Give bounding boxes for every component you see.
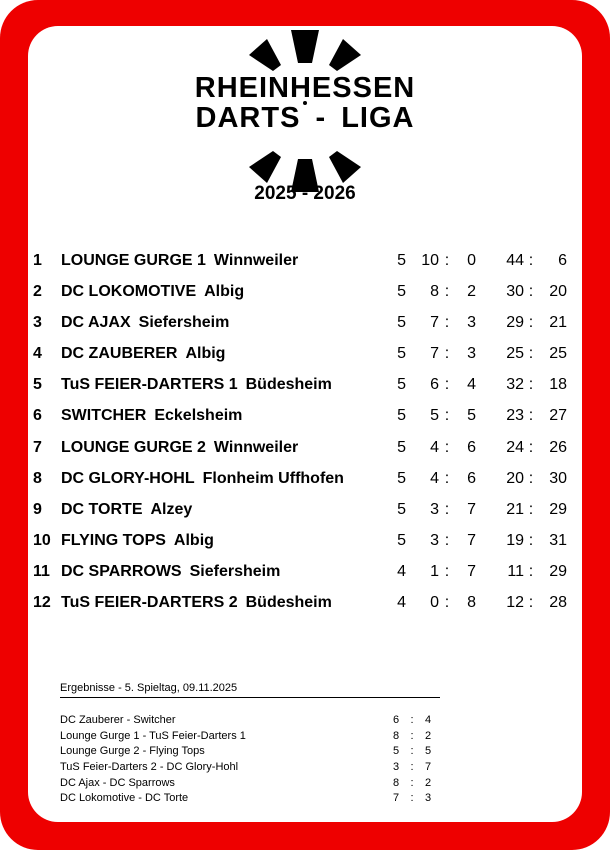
legs-against-cell: 18	[549, 376, 567, 394]
points-separator: :	[444, 438, 450, 456]
result-row	[60, 792, 440, 808]
points-for-cell: 0	[430, 594, 439, 612]
points-for-cell: 5	[430, 407, 439, 425]
legs-against-cell: 29	[549, 562, 567, 580]
result-separator: :	[410, 714, 414, 726]
table-row	[28, 372, 582, 403]
games-cell: 5	[397, 345, 406, 363]
points-against-cell: 6	[467, 438, 476, 456]
team-city: Büdesheim	[245, 376, 332, 394]
result-away-score: 3	[424, 792, 432, 805]
points-separator: :	[444, 314, 450, 332]
results-list	[60, 714, 440, 808]
team-city: Siefersheim	[189, 562, 281, 580]
team-city: Albig	[204, 283, 245, 301]
legs-separator: :	[528, 469, 534, 487]
points-against-cell: 4	[467, 376, 476, 394]
rank-cell: 6	[33, 407, 42, 425]
result-separator: :	[410, 745, 414, 758]
points-against-cell: 7	[467, 531, 476, 549]
points-against-cell: 3	[467, 345, 476, 363]
points-separator: :	[444, 531, 450, 549]
rank-cell: 5	[33, 376, 42, 394]
games-cell: 5	[397, 469, 406, 487]
team-city: Alzey	[150, 500, 193, 518]
result-row	[60, 761, 440, 777]
team-cell	[61, 470, 344, 488]
legs-separator: :	[528, 283, 534, 301]
points-for-cell: 3	[430, 500, 439, 518]
legs-for-cell: 19	[506, 531, 524, 549]
rank-cell: 11	[33, 562, 50, 580]
rank-cell: 3	[33, 314, 42, 332]
games-cell: 5	[397, 314, 406, 332]
table-row	[28, 559, 582, 590]
legs-for-cell: 23	[506, 407, 524, 425]
points-separator: :	[444, 469, 450, 487]
logo-title-line2: DARTS - LIGA	[195, 102, 415, 134]
table-row	[28, 497, 582, 528]
rank-cell: 2	[33, 283, 42, 301]
legs-for-cell: 11	[507, 562, 524, 580]
legs-for-cell: 24	[506, 438, 524, 456]
games-cell: 4	[397, 594, 406, 612]
team-name: DC AJAX	[61, 314, 131, 332]
team-city: Winnweiler	[213, 252, 299, 269]
team-name: DC ZAUBERER	[61, 345, 178, 363]
team-cell	[61, 439, 298, 457]
result-home-score: 8	[392, 729, 400, 742]
table-row	[28, 590, 582, 621]
points-separator: :	[444, 594, 450, 612]
result-row	[60, 745, 440, 761]
result-match: DC Lokomotive - DC Torte	[60, 792, 189, 805]
team-name: TuS FEIER-DARTERS 1	[61, 376, 238, 394]
result-away-score: 7	[424, 761, 432, 774]
team-city: Winnweiler	[213, 438, 299, 456]
result-separator: :	[410, 729, 414, 742]
points-separator: :	[444, 376, 450, 394]
table-row	[28, 403, 582, 434]
result-home-score: 3	[392, 761, 400, 774]
points-for-cell: 8	[430, 283, 439, 301]
result-separator: :	[410, 776, 414, 789]
points-against-cell: 0	[467, 252, 476, 269]
season-label: 2025 - 2026	[254, 183, 356, 204]
league-card	[28, 26, 582, 822]
legs-for-cell: 12	[506, 594, 524, 612]
result-away-score: 4	[424, 714, 432, 726]
team-cell	[61, 532, 214, 550]
result-row	[60, 777, 440, 793]
points-separator: :	[444, 407, 450, 425]
games-cell: 5	[397, 283, 406, 301]
table-row	[28, 466, 582, 497]
team-city: Eckelsheim	[154, 407, 243, 425]
games-cell: 5	[397, 531, 406, 549]
games-cell: 5	[397, 407, 406, 425]
points-separator: :	[444, 500, 450, 518]
points-separator: :	[444, 252, 450, 269]
table-row	[28, 279, 582, 310]
team-cell	[61, 563, 280, 581]
results-heading: Ergebnisse - 5. Spieltag, 09.11.2025	[60, 682, 440, 698]
legs-separator: :	[528, 531, 534, 549]
team-cell	[61, 594, 332, 612]
legs-for-cell: 44	[506, 252, 524, 269]
points-for-cell: 3	[430, 531, 439, 549]
result-match: DC Ajax - DC Sparrows	[60, 776, 175, 789]
rank-cell: 9	[33, 500, 42, 518]
team-name: TuS FEIER-DARTERS 2	[61, 594, 238, 612]
games-cell: 5	[397, 500, 406, 518]
points-against-cell: 5	[467, 407, 476, 425]
team-cell	[61, 376, 332, 394]
team-cell	[61, 407, 242, 425]
points-separator: :	[444, 562, 450, 580]
games-cell: 5	[397, 252, 406, 269]
points-for-cell: 10	[421, 252, 439, 269]
games-cell: 5	[397, 376, 406, 394]
games-cell: 4	[397, 562, 406, 580]
points-for-cell: 6	[430, 376, 439, 394]
rank-cell: 4	[33, 345, 42, 363]
legs-separator: :	[528, 407, 534, 425]
legs-against-cell: 26	[549, 438, 567, 456]
legs-for-cell: 30	[506, 283, 524, 301]
legs-for-cell: 21	[506, 500, 524, 518]
legs-against-cell: 30	[549, 469, 567, 487]
team-cell	[61, 345, 225, 363]
legs-for-cell: 32	[506, 376, 524, 394]
rank-cell: 1	[33, 252, 42, 269]
legs-against-cell: 28	[549, 594, 567, 612]
team-name: DC LOKOMOTIVE	[61, 283, 197, 301]
team-cell	[61, 501, 192, 519]
team-name: SWITCHER	[61, 407, 147, 425]
table-row	[28, 528, 582, 559]
points-separator: :	[444, 345, 450, 363]
result-away-score: 2	[424, 776, 432, 789]
points-for-cell: 7	[430, 345, 439, 363]
result-row	[60, 714, 440, 730]
team-cell	[61, 314, 229, 332]
team-city: Albig	[185, 345, 226, 363]
rank-cell: 8	[33, 469, 42, 487]
legs-separator: :	[528, 252, 534, 269]
result-home-score: 7	[392, 792, 400, 805]
result-away-score: 5	[424, 745, 432, 758]
points-for-cell: 1	[430, 562, 439, 580]
points-against-cell: 2	[467, 283, 476, 301]
team-cell	[61, 283, 244, 301]
team-city: Flonheim Uffhofen	[202, 469, 344, 487]
team-name: LOUNGE GURGE 1	[61, 252, 206, 269]
result-match: Lounge Gurge 1 - TuS Feier-Darters 1	[60, 729, 246, 742]
legs-against-cell: 29	[549, 500, 567, 518]
result-separator: :	[410, 761, 414, 774]
team-name: DC SPARROWS	[61, 562, 182, 580]
team-city: Siefersheim	[138, 314, 230, 332]
games-cell: 5	[397, 438, 406, 456]
result-match: TuS Feier-Darters 2 - DC Glory-Hohl	[60, 761, 239, 774]
result-home-score: 5	[392, 745, 400, 758]
points-against-cell: 8	[467, 594, 476, 612]
points-against-cell: 7	[467, 562, 476, 580]
result-home-score: 6	[392, 714, 400, 726]
result-away-score: 2	[424, 729, 432, 742]
standings-table	[28, 248, 582, 621]
team-name: DC GLORY-HOHL	[61, 469, 195, 487]
result-match: DC Zauberer - Switcher	[60, 714, 176, 726]
table-row	[28, 310, 582, 341]
rank-cell: 10	[33, 531, 51, 549]
legs-against-cell: 20	[549, 283, 567, 301]
legs-against-cell: 25	[549, 345, 567, 363]
team-cell	[61, 252, 298, 270]
legs-separator: :	[528, 562, 534, 580]
legs-separator: :	[528, 500, 534, 518]
legs-separator: :	[528, 594, 534, 612]
points-separator: :	[444, 283, 450, 301]
points-for-cell: 7	[430, 314, 439, 332]
table-row	[28, 435, 582, 466]
legs-separator: :	[528, 376, 534, 394]
legs-against-cell: 6	[558, 252, 567, 269]
legs-for-cell: 25	[506, 345, 524, 363]
result-row	[60, 730, 440, 746]
legs-separator: :	[528, 314, 534, 332]
legs-separator: :	[528, 345, 534, 363]
table-row	[28, 341, 582, 372]
result-home-score: 8	[392, 776, 400, 789]
team-name: DC TORTE	[61, 500, 143, 518]
team-city: Albig	[173, 531, 214, 549]
team-name: LOUNGE GURGE 2	[61, 438, 206, 456]
legs-for-cell: 20	[506, 469, 524, 487]
logo-title-line1: RHEINHESSEN	[194, 72, 416, 104]
league-logo	[28, 26, 582, 196]
rank-cell: 7	[33, 438, 42, 456]
result-match: Lounge Gurge 2 - Flying Tops	[60, 745, 205, 758]
legs-against-cell: 27	[549, 407, 567, 425]
points-against-cell: 6	[467, 469, 476, 487]
points-for-cell: 4	[430, 438, 439, 456]
points-for-cell: 4	[430, 469, 439, 487]
points-against-cell: 3	[467, 314, 476, 332]
legs-against-cell: 31	[549, 531, 567, 549]
team-city: Büdesheim	[245, 594, 332, 612]
team-name: FLYING TOPS	[61, 531, 166, 549]
legs-for-cell: 29	[506, 314, 524, 332]
table-row	[28, 248, 582, 279]
result-separator: :	[410, 792, 414, 805]
legs-against-cell: 21	[549, 314, 567, 332]
rank-cell: 12	[33, 594, 51, 612]
legs-separator: :	[528, 438, 534, 456]
points-against-cell: 7	[467, 500, 476, 518]
